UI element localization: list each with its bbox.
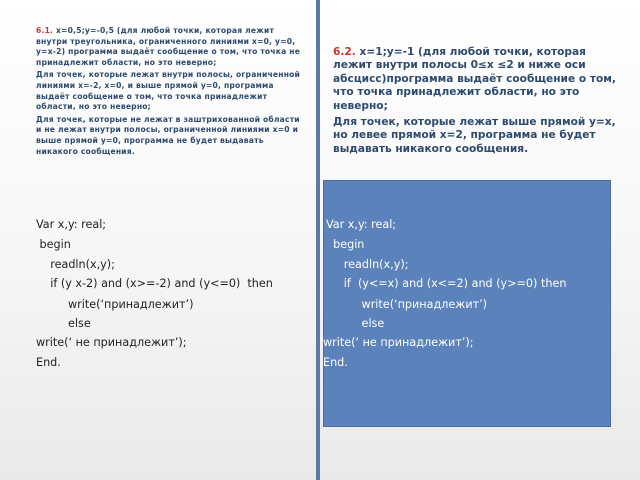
program-6-1-code [36,218,316,378]
code-line: End. [323,356,348,369]
task-6-1-heading-text: x=0,5;y=-0,5 (для любой точки, которая лежит внутри треугольника, ограниченного линиями x=0, y=0, y=x-2) программа выдаёт сообщение о том, что точка не принадлежит области, но это неверно; [36,26,301,67]
code-line: if (y<=x) and (x<=2) and (y>=0) then [326,277,567,290]
task-6-1-heading [36,26,308,68]
task-6-2-description [333,46,623,159]
program-6-2-code [323,218,609,378]
column-divider [316,0,320,480]
task-6-2-paragraph-2: Для точек, которые лежат выше прямой y=x, но левее прямой x=2, программа не будет выдавать никакого сообщения. [333,116,616,155]
task-6-1-paragraph-2: Для точек, которые лежат внутри полосы, ограниченной линиями x=-2, x=0, и выше прямой y=0, программа выдаёт сообщение о том, что точка принадлежит области, но это неверно; [36,70,301,112]
code-line: write(‘принадлежит’) [326,298,488,311]
task-6-2-heading [333,46,623,113]
code-line: End. [36,356,61,369]
code-line: write(‘ не принадлежит’); [36,336,187,349]
code-line: begin [326,238,365,251]
task-6-1-description [36,26,308,159]
code-line: write(‘принадлежит’) [36,298,194,311]
code-line: Var x,y: real; [326,218,397,231]
code-line: readln(x,y); [326,258,409,271]
code-line: else [36,317,91,330]
code-line: write(‘ не принадлежит’); [323,336,474,349]
code-line: Var x,y: real; [36,218,107,231]
code-line: else [326,317,385,330]
task-6-2-number: 6.2. [333,46,356,58]
task-6-1-paragraph-3: Для точек, которые не лежат в заштрихованной области и не лежат внутри полосы, ограниченной линиями x=0 и выше прямой y=0, программа не будет выдавать никакого сообщения. [36,114,300,156]
code-line: if (y x-2) and (x>=-2) and (y<=0) then [36,277,273,290]
code-line: begin [36,238,71,251]
task-6-2-heading-text: x=1;y=-1 (для любой точки, которая лежит внутри полосы 0≤x ≤2 и ниже оси абсцисс)программа выдаёт сообщение о том, что точка принадлежит области, но это неверно; [333,46,616,112]
code-line: readln(x,y); [36,258,115,271]
task-6-1-number: 6.1. [36,26,54,35]
